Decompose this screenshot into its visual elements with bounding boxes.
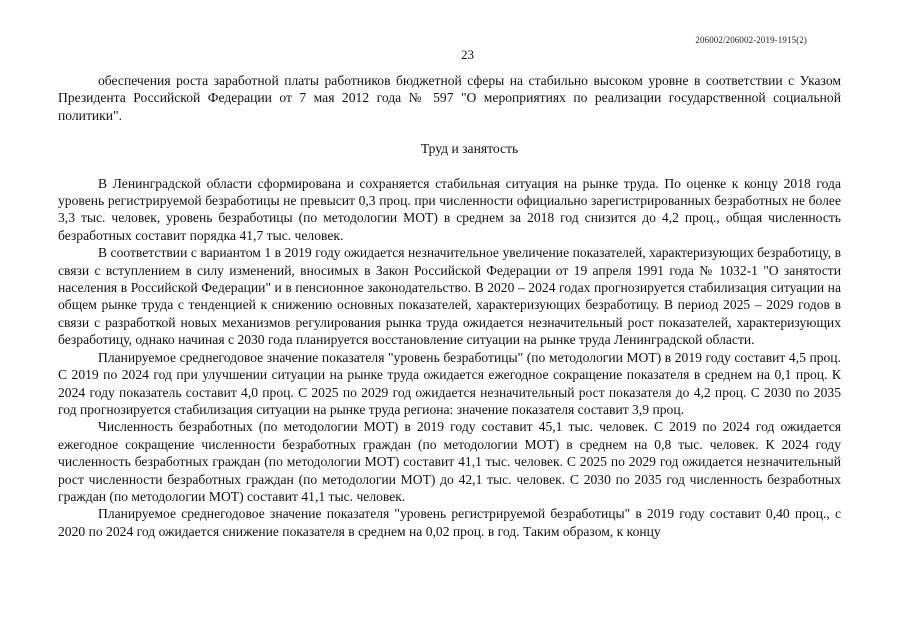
document-reference-number: 206002/206002-2019-1915(2) <box>695 35 807 45</box>
document-body <box>58 72 841 540</box>
paragraph-labor-market-situation: В Ленинградской области сформирована и сохраняется стабильная ситуация на рынке труда. По оценке к концу 2018 года уровень регистрируемой безработицы не превысит 0,3 проц. при численности официально зарегистрированных безработных не более 3,3 тыс. человек, уровень безработицы (по методологии МОТ) в среднем за 2018 год снизится до 4,2 проц., общая численность безработных составит порядка 41,7 тыс. человек. <box>58 175 841 243</box>
section-title: Труд и занятость <box>420 141 519 157</box>
paragraph-variant-1-forecast: В соответствии с вариантом 1 в 2019 году ожидается незначительное увеличение показателей, характеризующих безработицу, в связи с вступлением в силу изменений, вносимых в Закон Российской Федерации от 19 апреля 1991 года № 1032-1 "О занятости населения в Российской Федерации" и в пенсионное законодательство. В 2020 – 2024 годах прогнозируется стабилизация ситуации на общем рынке труда с тенденцией к снижению основных показателей, характеризующих безработицу. В период 2025 – 2029 годов в связи с разработкой новых механизмов регулирования рынка труда ожидается незначительный рост показателей, характеризующих безработицу, однако начиная с 2030 года планируется восстановление ситуации на рынке труда Ленинградской области. <box>58 245 841 348</box>
paragraph-unemployment-rate-ilo: Планируемое среднегодовое значение показателя "уровень безработицы" (по методологии МОТ) в 2019 году составит 4,5 проц. С 2019 по 2024 год при улучшении ситуации на рынке труда ожидается ежегодное сокращение показателя в среднем на 0,1 проц. К 2024 году показатель составит 4,0 проц. С 2025 по 2029 год ожидается незначительный рост показателя до 4,2 проц. С 2030 по 2035 год прогнозируется стабилизация ситуации на рынке труда региона: значение показателя составит 3,9 проц. <box>58 349 841 417</box>
paragraph-unemployed-count-ilo: Численность безработных (по методологии МОТ) в 2019 году составит 45,1 тыс. человек. С 2019 по 2024 год ожидается ежегодное сокращение численности безработных граждан (по методологии МОТ) в среднем на 0,8 тыс. человек. К 2024 году численность безработных граждан (по методологии МОТ) составит 41,1 тыс. человек. С 2025 по 2029 год ожидается незначительный рост численности безработных граждан (по методологии МОТ) до 42,1 тыс. человек. С 2030 по 2035 год численность безработных граждан (по методологии МОТ) составит 41,1 тыс. человек. <box>58 419 841 504</box>
intro-paragraph: обеспечения роста заработной платы работников бюджетной сферы на стабильно высоком уровне в соответствии с Указом Президента Российской Федерации от 7 мая 2012 года № 597 "О мероприятиях по реализации государственной социальной политики". <box>58 73 841 123</box>
paragraph-registered-unemployment: Планируемое среднегодовое значение показателя "уровень регистрируемой безработицы" в 2019 году составит 0,40 проц., с 2020 по 2024 год ожидается снижение показателя в среднем на 0,02 проц. в год. Таким образом, к концу <box>58 506 841 539</box>
page-number: 23 <box>461 47 474 62</box>
